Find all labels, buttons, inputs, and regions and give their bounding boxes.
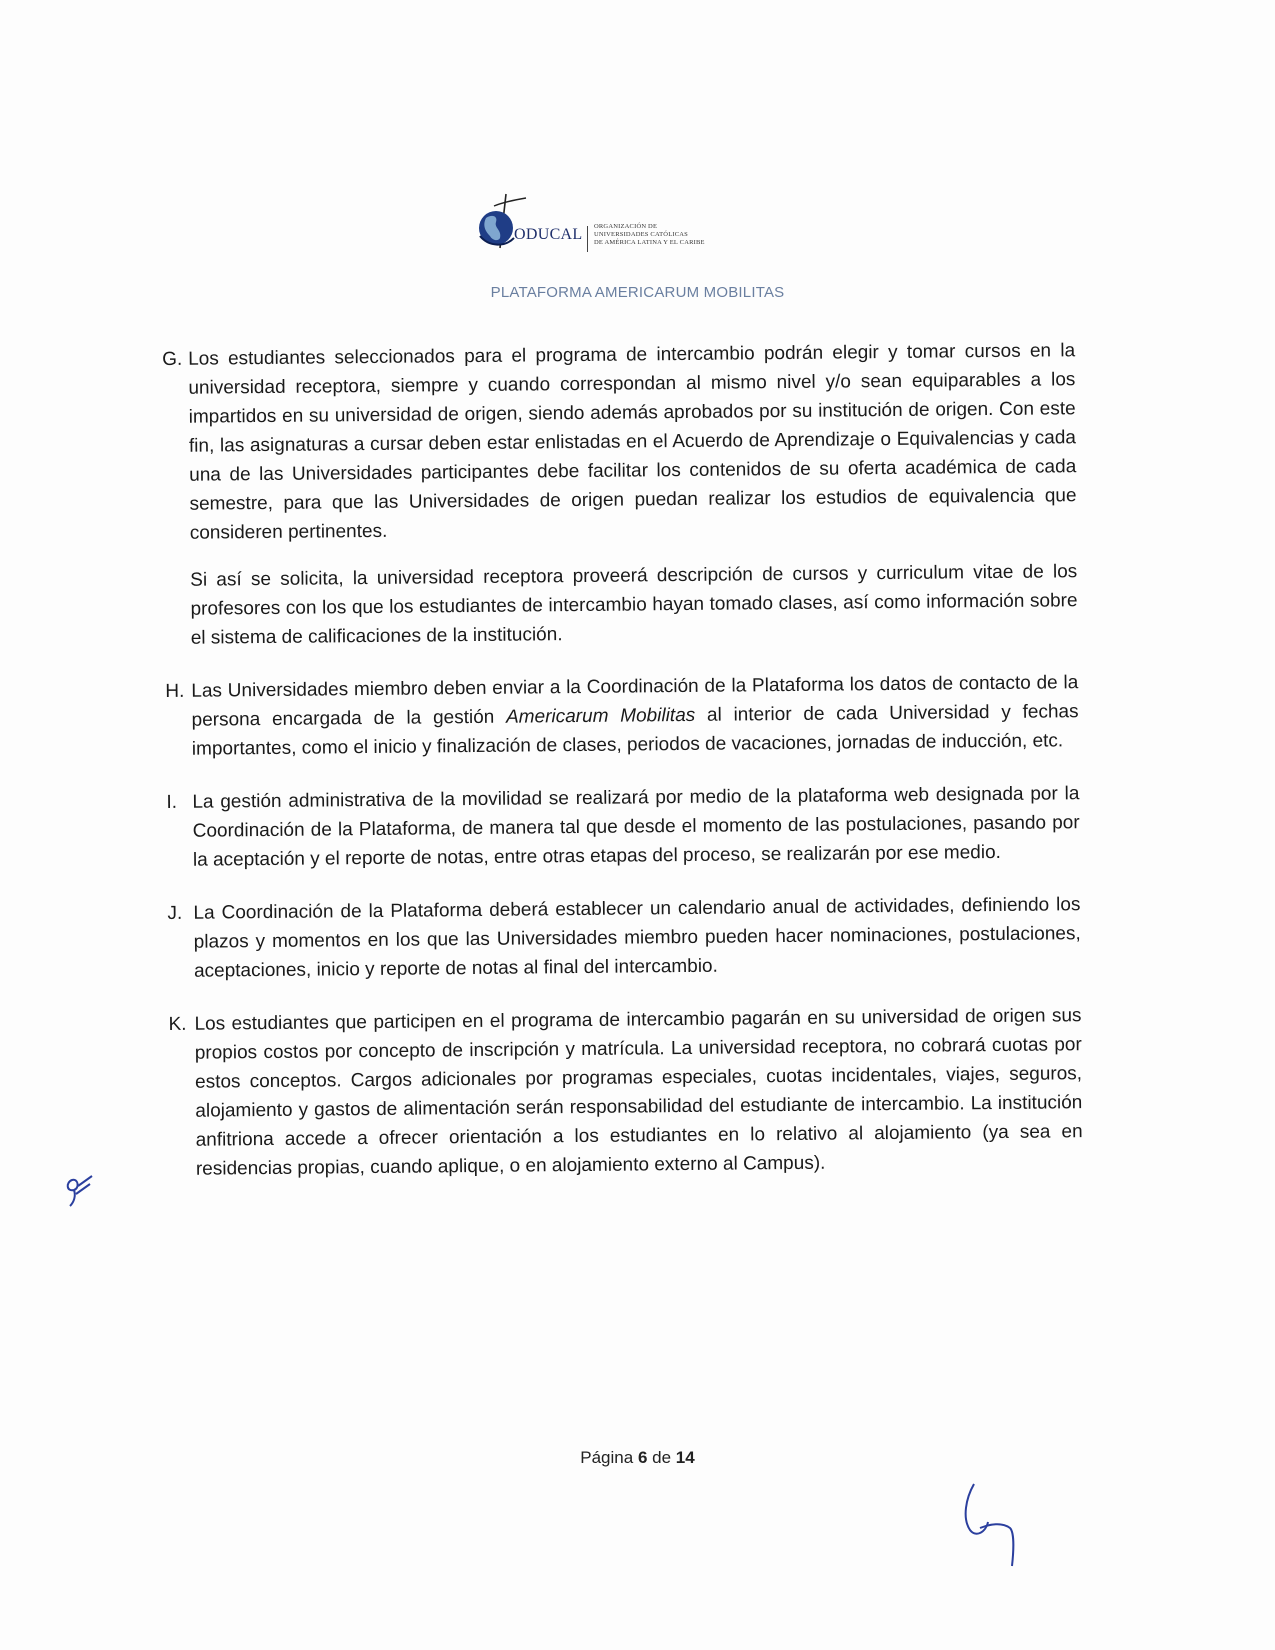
item-text <box>191 668 1079 764</box>
logo-org-line: DE AMÉRICA LATINA Y EL CARIBE <box>594 239 705 246</box>
list-item-k <box>166 1001 1083 1184</box>
globe-cross-icon <box>474 190 574 260</box>
page-current: 6 <box>637 1448 648 1467</box>
handwritten-signature <box>960 1478 1030 1570</box>
logo-divider <box>587 226 588 252</box>
item-letter: J. <box>167 902 183 924</box>
item-text <box>193 890 1081 986</box>
logo-wordmark: ODUCAL <box>514 226 583 243</box>
page-word: Página <box>580 1448 634 1467</box>
oducal-logo <box>474 190 754 260</box>
paragraph: Los estudiantes seleccionados para el programa de intercambio podrán elegir y tomar cursos en la universidad receptora, siempre y cuando correspondan al mismo nivel y/o sean equiparables a los impartidos en su universidad de origen, siendo además aprobados por su institución de origen. Con este fin, las asignaturas a cursar deben estar enlistadas en el Acuerdo de Aprendizaje o Equivalencias y cada una de las Universidades participantes debe facilitar los contenidos de su oferta académica de cada semestre, para que las Universidades de origen puedan realizar los estudios de equivalencia que consideren pertinentes. <box>188 340 1077 544</box>
handwritten-initial-mark <box>62 1170 96 1210</box>
list-item-j <box>165 890 1081 986</box>
list-item-g <box>160 336 1078 653</box>
item-letter: K. <box>168 1013 187 1035</box>
paragraph: La Coordinación de la Plataforma deberá establecer un calendario anual de actividades, definiendo los plazos y momentos en los que las Universidades miembro pueden hacer nominaciones, postulaciones, aceptaciones, inicio y reporte de notas al final del intercambio. <box>193 894 1081 982</box>
page-of: de <box>652 1448 672 1467</box>
item-text <box>188 336 1078 653</box>
item-letter: G. <box>162 348 183 370</box>
item-letter: H. <box>165 680 185 702</box>
logo-org-line: ORGANIZACIÓN DE <box>594 223 658 230</box>
list-item-h <box>163 668 1079 764</box>
paragraph: Si así se solicita, la universidad receptora proveerá descripción de cursos y curriculum vitae de los profesores con los que los estudiantes de intercambio hayan tomado clases, así como información sobre el sistema de calificaciones de la institución. <box>190 561 1078 649</box>
logo-org-line: UNIVERSIDADES CATÓLICAS <box>594 231 688 238</box>
paragraph: Los estudiantes que participen en el programa de intercambio pagarán en su universidad de origen sus propios costos por concepto de inscripción y matrícula. La universidad receptora, no cobrará cuotas por estos conceptos. Cargos adicionales por programas especiales, cuotas incidentales, viajes, seguros, alojamiento y gastos de alimentación serán responsabilidad del estudiante de intercambio. La institución anfitriona accede a ofrecer orientación a los estudiantes en lo relativo al alojamiento (ya sea en residencias propias, cuando aplique, o en alojamiento externo al Campus). <box>194 1005 1083 1180</box>
paragraph <box>191 668 1079 764</box>
page-total: 14 <box>675 1448 695 1467</box>
logo-organization-name <box>594 223 705 247</box>
text-run: Las Universidades miembro deben enviar a la Coordinación de la Plataforma los datos de contacto de la persona encargada de la gestión <box>191 672 1079 731</box>
item-letter: I. <box>166 791 178 813</box>
list-item-i <box>164 779 1080 875</box>
paragraph: La gestión administrativa de la movilidad se realizará por medio de la plataforma web designada por la Coordinación de la Plataforma, de manera tal que desde el momento de las postulaciones, pasando por la aceptación y el reporte de notas, entre otras etapas del proceso, se realizarán por ese medio. <box>192 783 1080 871</box>
platform-title: PLATAFORMA AMERICARUM MOBILITAS <box>490 284 785 301</box>
page-number <box>0 1448 1275 1468</box>
item-text <box>194 1001 1083 1184</box>
item-text <box>192 779 1080 875</box>
text-run: al interior de cada Universidad y fechas importantes, como el inicio y finalización de clases, periodos de vacaciones, jornadas de inducción, etc. <box>191 701 1079 760</box>
italic-program-name: Americarum Mobilitas <box>505 704 696 728</box>
document-body <box>160 336 1083 1208</box>
